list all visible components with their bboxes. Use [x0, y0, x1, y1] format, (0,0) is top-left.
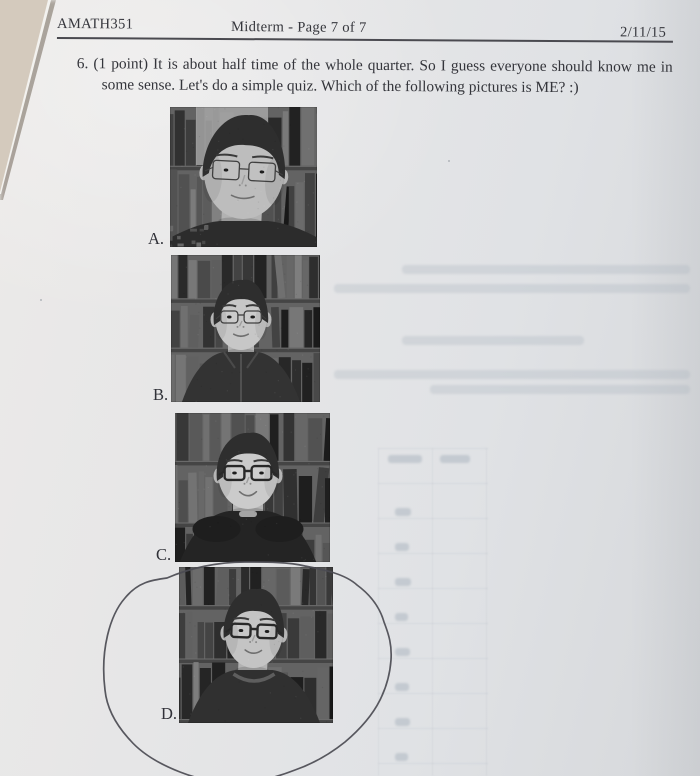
header-title: Midterm - Page 7 of 7 [230, 19, 367, 36]
option-label-a: A. [148, 229, 165, 248]
header-rule [57, 37, 673, 42]
header-course: AMATH351 [56, 15, 134, 33]
option-label-d: D. [161, 704, 178, 723]
question-line-2: some sense. Let's do a simple quiz. Which of the following pictures is ME? :) [101, 76, 579, 97]
option-label-b: B. [153, 385, 169, 404]
option-label-c: C. [156, 545, 172, 564]
header-date: 2/11/15 [619, 24, 667, 41]
option-photo-b [171, 255, 320, 402]
option-photo-a [170, 107, 317, 247]
question-line-1: 6. (1 point) It is about half time of the whole quarter. So I guess everyone should know me in [76, 55, 673, 76]
option-photo-c [175, 413, 330, 562]
option-photo-d [179, 567, 333, 723]
